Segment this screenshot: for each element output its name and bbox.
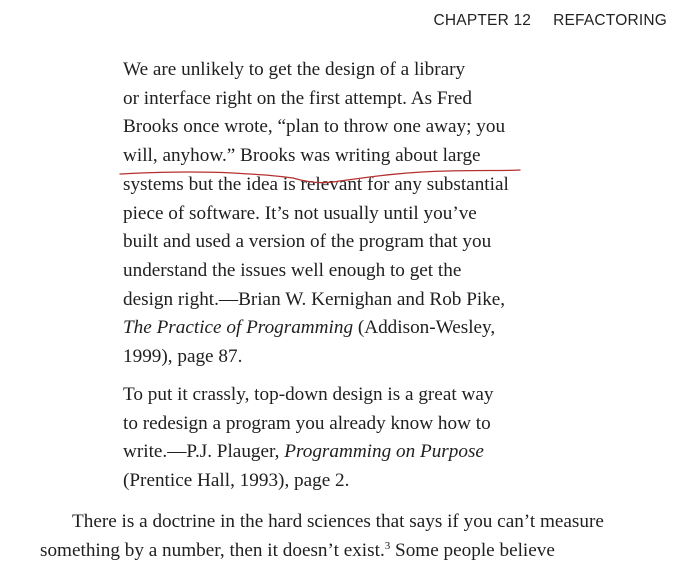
body-paragraph [40, 507, 680, 565]
text-line: to redesign a program you already know how to [123, 412, 491, 434]
text-line: Brooks once wrote, “plan to throw one away; you [123, 116, 506, 138]
book-title: The Practice of Programming [123, 317, 354, 339]
text-line: To put it crassly, top-down design is a great way [123, 384, 494, 405]
epigraph-plauger [123, 381, 593, 496]
text-line: design right.—Brian W. Kernighan and Rob Pike, [123, 288, 506, 310]
section-label: REFACTORING [553, 12, 667, 29]
text-line [123, 314, 593, 343]
text-segment: Some people believe [390, 540, 555, 561]
running-header [434, 12, 668, 30]
citation-publisher: (Addison-Wesley, [353, 317, 496, 339]
text-line: piece of software. It’s not usually until you’ve [123, 202, 477, 224]
text-line: understand the issues well enough to get the [123, 259, 462, 281]
text-line [123, 438, 593, 467]
epigraph-kernighan-pike [123, 56, 593, 372]
chapter-label: CHAPTER 12 [433, 12, 532, 29]
text-line: There is a doctrine in the hard sciences that says if you can’t measure [72, 511, 604, 532]
text-line [40, 536, 680, 565]
text-line: systems but the idea is relevant for any substantial [123, 173, 509, 195]
text-line: (Prentice Hall, 1993), page 2. [123, 470, 350, 492]
book-title: Programming on Purpose [284, 441, 484, 463]
text-line: 1999), page 87. [123, 346, 243, 368]
footnote-reference[interactable]: 3 [384, 540, 391, 552]
text-segment: something by a number, then it doesn’t exist. [40, 540, 385, 561]
citation-author: write.—P.J. Plauger, [123, 441, 285, 463]
text-line: or interface right on the first attempt. As Fred [123, 87, 473, 109]
text-line: built and used a version of the program that you [123, 231, 492, 253]
text-line: will, anyhow.” Brooks was writing about large [123, 145, 481, 167]
text-line: We are unlikely to get the design of a library [123, 59, 466, 80]
